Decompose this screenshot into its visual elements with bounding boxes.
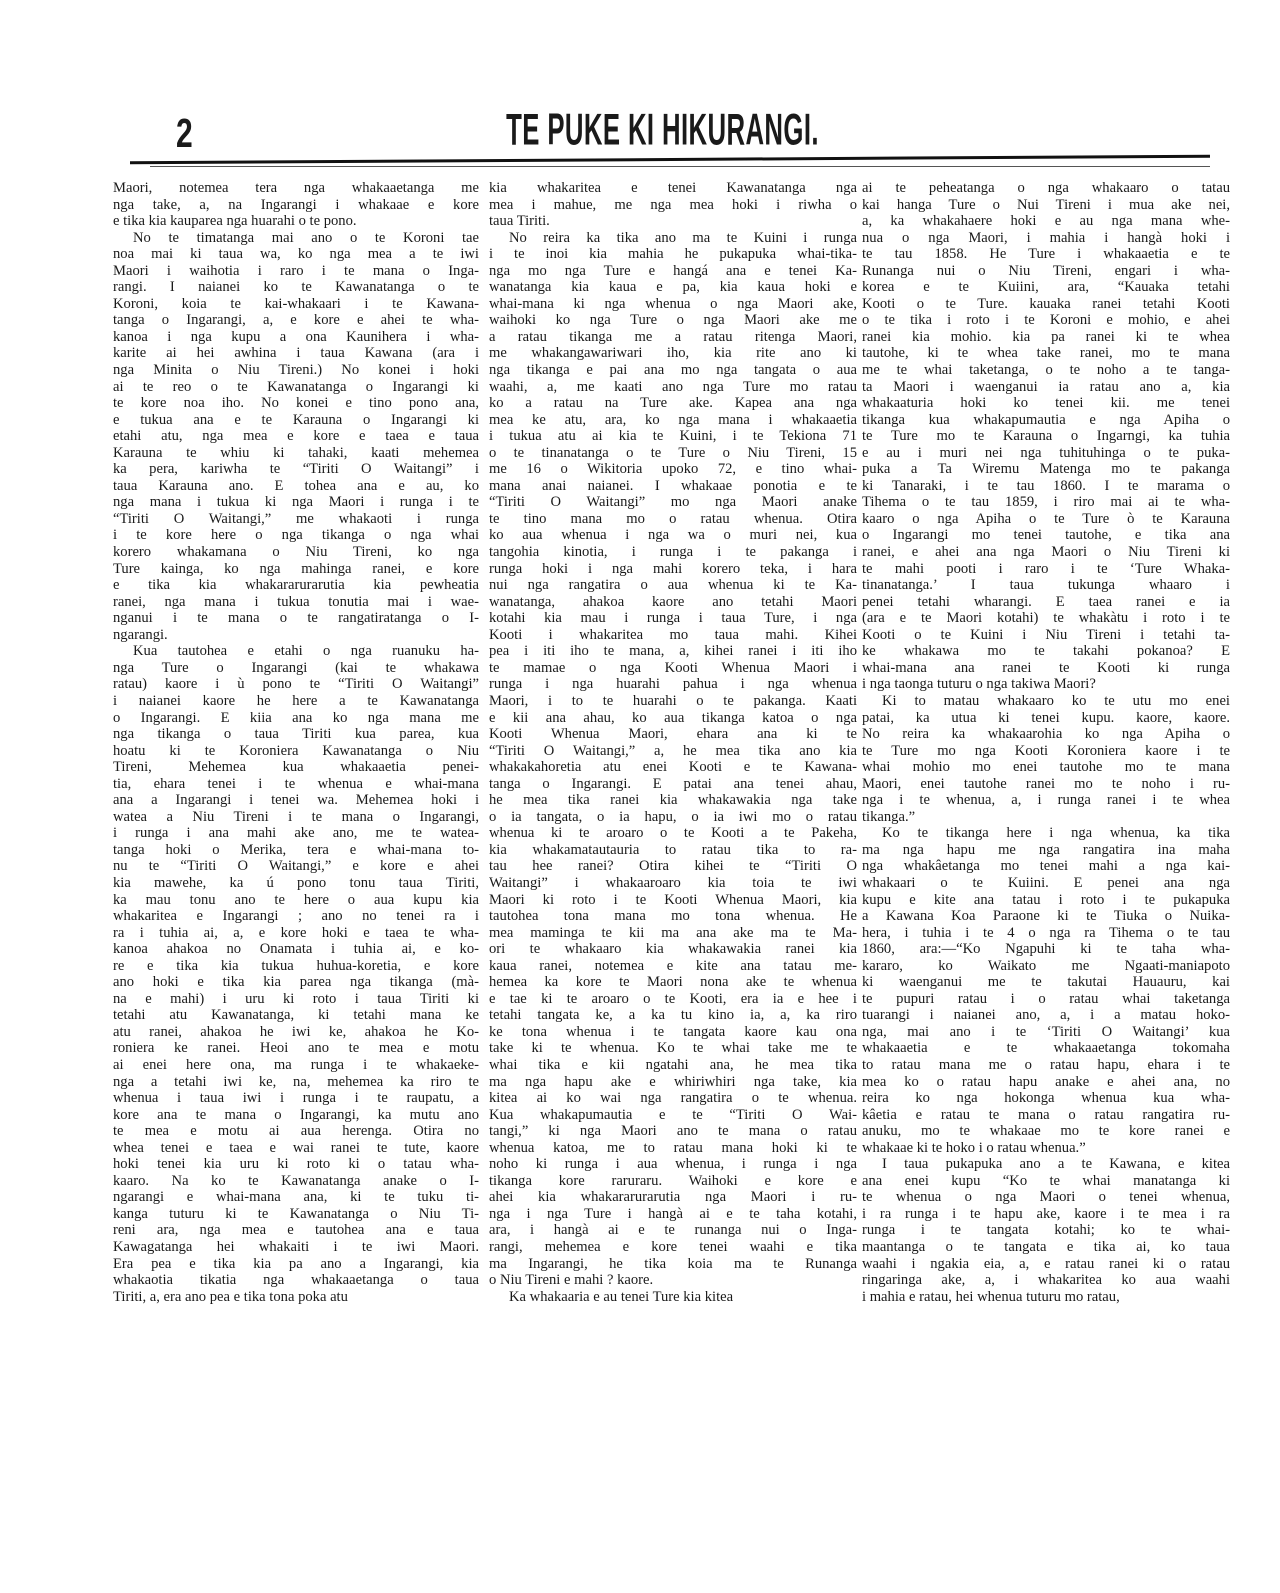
- text-line: Kawagatanga hei whakaiti i te iwi Maori.: [113, 1239, 479, 1255]
- text-line: e tukua ana e te Karauna o Ingarangi ki: [113, 411, 479, 428]
- text-line: hemea ka kore te Maori nona ake te whenua: [489, 974, 857, 991]
- text-line: kia whakamatautauria to ratau tika to ra-: [489, 841, 857, 858]
- text-line: ki waenganui me te takutai Hauauru, kai: [862, 974, 1230, 991]
- text-line: mea i mahue, me nga mea hoki i riwha o: [489, 196, 857, 213]
- text-line: roniera ke ranei. Heoi ano te mea e motu: [113, 1040, 479, 1057]
- text-line: mana anai naianei. I whakaae ponotia e te: [489, 477, 857, 494]
- text-line: ai te reo o te Kawanatanga o Ingarangi ki: [113, 378, 479, 395]
- text-line: i ra runga i te hapu ake, kaore i te mea i ra: [862, 1205, 1230, 1222]
- text-line: ma nga hapu ake e whiriwhiri nga take, kia: [489, 1073, 857, 1090]
- text-line: Runanga nui o Niu Tireni, engari i wha-: [862, 262, 1230, 279]
- text-line: nui nga rangatira o aua whenua ki te Ka-: [489, 577, 857, 594]
- paragraph: [113, 643, 479, 1305]
- text-line: i te kore here o nga tikanga o nga whai: [113, 527, 479, 544]
- text-line: nga whakâetanga mo tenei mahi a nga kai-: [862, 858, 1230, 875]
- text-line: whenua ki te aroaro o te Kooti a te Pakeha,: [489, 825, 857, 842]
- text-line: ngarangi.: [113, 626, 168, 643]
- text-line: ringaringa ake, a, i whakaritea ko aua waahi: [862, 1272, 1230, 1289]
- paragraph: [489, 180, 857, 230]
- text-line: Ko te tikanga here i nga whenua, ka tika: [882, 825, 1230, 842]
- text-line: i naianei kaore he here a te Kawanatanga: [113, 692, 479, 709]
- text-line: Waitangi” i whakaaroaro kia toia te iwi: [489, 874, 857, 891]
- text-line: No reira ka whakaarohia ko nga Apiha o: [862, 726, 1230, 743]
- article-column-3: [862, 180, 1230, 1305]
- text-line: whai tika e kii ngatahi ana, he mea tika: [489, 1056, 857, 1073]
- text-line: ano hoki e tika kia parea nga tikanga (mà-: [113, 974, 479, 991]
- paragraph: [862, 180, 1230, 693]
- text-line: tikanga kore raruraru. Waihoki e kore e: [489, 1172, 857, 1189]
- text-line: nga i te whenua, a, i runga ranei i te whea: [862, 792, 1230, 809]
- text-line: o te tinanatanga o te Ture o Niu Tireni, 15: [489, 444, 857, 461]
- text-line: kaaro o nga Apiha o te Ture ò te Karauna: [862, 510, 1230, 527]
- text-line: tikanga.”: [862, 808, 916, 825]
- text-line: tanga o Ingarangi, a, e kore e ahei te wha-: [113, 312, 479, 329]
- text-line: Tiriti, a, era ano pea e tika tona poka atu: [113, 1288, 348, 1305]
- text-line: nga tikanga o taua Tiriti kua parea, kua: [113, 726, 479, 743]
- text-line: nga mo nga Ture e hangá ana e tenei Ka-: [489, 262, 857, 279]
- text-line: Kooti i whakaritea mo taua mahi. Kihei: [489, 626, 857, 643]
- text-line: kâetia e ratau te mana o ratau rangatira ru-: [862, 1106, 1230, 1123]
- paragraph: [862, 1156, 1230, 1305]
- article-column-2: [489, 180, 857, 1305]
- text-line: whakaaetia e te whakaaetanga tokomaha: [862, 1040, 1230, 1057]
- text-line: whakaritea e Ingarangi ; ano no tenei ra i: [113, 908, 479, 925]
- text-line: o Ingarangi mo tenei tautohe, e tika ana: [862, 527, 1230, 544]
- text-line: te whenua o nga Maori o tenei whenua,: [862, 1189, 1230, 1206]
- text-line: kararo, ko Waikato me Ngaati-maniapoto: [862, 957, 1230, 974]
- text-line: ke whakawa mo te takahi pokanoa? E: [862, 643, 1230, 660]
- text-line: mea ke atu, ara, ko nga mana i whakaaetia: [489, 411, 857, 428]
- text-line: nga tikanga e pai ana mo nga tangata o aua: [489, 362, 857, 379]
- text-line: kotahi kia mau i runga i taua Ture, i nga: [489, 610, 857, 627]
- text-line: Maori i waihotia i raro i te mana o Inga-: [113, 262, 479, 279]
- masthead-rule: [130, 155, 1210, 165]
- text-line: waihoki ko nga Ture o nga Maori ake me: [489, 312, 857, 329]
- text-line: nga Ture o Ingarangi (kai te whakawa: [113, 659, 479, 676]
- text-line: i mahia e ratau, hei whenua tuturu mo ratau,: [862, 1288, 1120, 1305]
- text-line: karite ai hei awhina i taua Kawana (ara i: [113, 345, 479, 362]
- text-line: re e tika kia tukua huhua-koretia, e kore: [113, 957, 479, 974]
- text-line: e tika kia kauparea nga huarahi o te pono.: [113, 213, 357, 230]
- text-line: kore ana te mana o Ingarangi, ka mutu ano: [113, 1106, 479, 1123]
- text-line: nga mana i tukua ki nga Maori i runga i te: [113, 494, 479, 511]
- text-line: te mahi pooti i raro i te ‘Ture Whaka-: [862, 560, 1230, 577]
- text-line: tinanatanga.’ I taua tukunga whaaro i: [862, 577, 1230, 594]
- text-line: ka pera, kariwha te “Tiriti O Waitangi” i: [113, 461, 479, 478]
- text-line: kanga tuturu ki te Kawanatanga o Niu Ti-: [113, 1205, 479, 1222]
- text-line: tuarangi i naianei ano, a, i a matau hoko-: [862, 1007, 1230, 1024]
- text-line: o ia tangata, o ia hapu, o ia iwi mo o ratau: [489, 808, 857, 825]
- text-line: ko a ratau na Ture ake. Kapea ana nga: [489, 395, 857, 412]
- text-line: ko aua whenua i nga wa o muri nei, kua: [489, 527, 857, 544]
- paragraph: [113, 180, 479, 230]
- text-line: anuku, mo te whakaae mo te kore ranei e: [862, 1123, 1230, 1140]
- text-line: reira ko nga hokonga whenua kua wha-: [862, 1090, 1230, 1107]
- text-line: Kooti o te Kuini i Niu Tireni i tetahi ta-: [862, 626, 1230, 643]
- text-line: te mamae o nga Kooti Whenua Maori i: [489, 659, 857, 676]
- text-line: a, ka whakahaere hoki e au nga mana whe-: [862, 213, 1230, 230]
- text-line: tetahi tangata ke, a ka tu kino ia, a, ka riro: [489, 1007, 857, 1024]
- text-line: ta Maori i waenganui ia ratau ano a, kia: [862, 378, 1230, 395]
- masthead-rule-thin: [150, 166, 1210, 167]
- paragraph: [862, 693, 1230, 825]
- text-line: atu ranei, ahakoa he iwi ke, ahakoa he Ko-: [113, 1023, 479, 1040]
- text-line: te mea e motu ai aua herenga. Otira no: [113, 1123, 479, 1140]
- text-line: runga i te tangata kotahi; ko te whai-: [862, 1222, 1230, 1239]
- text-line: Maori, notemea tera nga whakaaetanga me: [113, 180, 479, 196]
- text-line: “Tiriti O Waitangi” mo nga Maori anake: [489, 494, 857, 511]
- text-line: ana enei kupu “Ko te whai manatanga ki: [862, 1172, 1230, 1189]
- text-line: Ki to matau whakaaro ko te utu mo enei: [882, 692, 1230, 709]
- text-line: noho ki runga i aua whenua, i runga i nga: [489, 1156, 857, 1173]
- text-line: wanatanga kia kaua e pa, kia kaua hoki e: [489, 279, 857, 296]
- text-line: o Niu Tireni e mahi ? kaore.: [489, 1272, 654, 1289]
- text-line: mea ko o ratau hapu anake e ahei ana, no: [862, 1073, 1230, 1090]
- text-line: whakaaturia hoki ko tenei kii. me tenei: [862, 395, 1230, 412]
- text-line: ai enei here ona, ma runga i te whakaeke-: [113, 1056, 479, 1073]
- text-line: te pupuri ratau i o ratau whai taketanga: [862, 990, 1230, 1007]
- text-line: tangohia kinotia, i runga i te pakanga i: [489, 544, 857, 561]
- text-line: wanatanga, ahakoa kaore ano tetahi Maori: [489, 593, 857, 610]
- text-line: kupu e kite ana tatau i roto i te pukapuka: [862, 891, 1230, 908]
- text-line: ara, i hangà ai e te runanga nui o Inga-: [489, 1222, 857, 1239]
- paragraph: [489, 230, 857, 1289]
- text-line: “Tiriti O Waitangi,” a, he mea tika ano kia: [489, 742, 857, 759]
- text-line: “Tiriti O Waitangi,” me whakaoti i runga: [113, 510, 479, 527]
- paragraph: [862, 825, 1230, 1156]
- article-column-1: [113, 180, 479, 1305]
- text-line: patai, ka utua ki tenei kupu. kaore, kaore.: [862, 709, 1230, 726]
- text-line: kaua ranei, notemea e kite ana tatau me-: [489, 957, 857, 974]
- text-line: whakaae ki te hoko i o ratau whenua.”: [862, 1139, 1086, 1156]
- text-line: puka a Ta Wiremu Matenga mo te pakanga: [862, 461, 1230, 478]
- text-line: nua o nga Maori, i mahia i hangà hoki i: [862, 229, 1230, 246]
- text-line: nga Minita o Niu Tireni.) No konei i hoki: [113, 362, 479, 379]
- text-line: me 16 o Wikitoria upoko 72, e tino whai-: [489, 461, 857, 478]
- text-line: whakaotia tikatia nga whakaaetanga o taua: [113, 1272, 479, 1289]
- text-line: tau hee ranei? Otira kihei te “Tiriti O: [489, 858, 857, 875]
- text-line: runga i nga huarahi pahua i nga whenua: [489, 676, 857, 693]
- text-line: Era pea e tika kia pa ano a Ingarangi, kia: [113, 1255, 479, 1272]
- text-line: ranei, e ahei ana nga Maori o Niu Tireni ki: [862, 544, 1230, 561]
- text-line: tanga o Ingarangi. E patai ana tenei ahau,: [489, 775, 857, 792]
- text-line: ra i tuhia ai, a, e kore hoki e taea te wha-: [113, 924, 479, 941]
- text-line: 1860, ara:—“Ko Ngapuhi ki te taha wha-: [862, 941, 1230, 958]
- text-line: Maori, i to te huarahi o te pakanga. Kaati: [489, 692, 857, 709]
- text-line: kanoa i nga kupu a ona Kaunihera i wha-: [113, 328, 479, 345]
- text-line: me whakangawariwari iho, kia rite ano ki: [489, 345, 857, 362]
- text-line: noa mai ki taua wa, ko nga mea a te iwi: [113, 246, 479, 263]
- text-line: korero whakamana o Niu Tireni, ko nga: [113, 544, 479, 561]
- text-line: ranei, nga mana i tukua tonutia mai i wae-: [113, 593, 479, 610]
- text-line: whai-mana ki nga whenua o nga Maori ake,: [489, 295, 857, 312]
- text-line: ana a Ingarangi i tenei wa. Mehemea hoki i: [113, 792, 479, 809]
- text-line: waahi i ngakia eia, a, e ratau ranei ki o ratau: [862, 1255, 1230, 1272]
- text-line: I taua pukapuka ano a te Kawana, e kitea: [882, 1156, 1230, 1173]
- text-line: i tukua atu ai kia te Kuini, i te Tekiona 71: [489, 428, 857, 445]
- text-line: rangi. I naianei ko te Kawanatanga o te: [113, 279, 479, 296]
- masthead: [0, 104, 1280, 154]
- text-line: korea e te Kuiini, ara, “Kauaka tetahi: [862, 279, 1230, 296]
- text-line: i te inoi kia mahia he pukapuka whai-tika-: [489, 246, 857, 263]
- text-line: Kooti o te Ture. kauaka ranei tetahi Kooti: [862, 295, 1230, 312]
- text-line: Ture kainga, ko nga mahinga ranei, e kore: [113, 560, 479, 577]
- text-line: nganui i te mana o te rangatiratanga o I-: [113, 610, 479, 627]
- text-line: nga, mai ano i te ‘Tiriti O Waitangi’ kua: [862, 1023, 1230, 1040]
- text-line: e tae ki te aroaro o te Kooti, era ia e hee i: [489, 990, 857, 1007]
- text-line: ka mau tonu ano te here o aua kupu kia: [113, 891, 479, 908]
- text-line: nga i nga Ture i hangà ai e te taha kotahi,: [489, 1205, 857, 1222]
- text-line: kai hanga Ture o Nui Tireni i mua ake nei,: [862, 196, 1230, 213]
- text-line: hoatu ki te Koroniera Kawanatanga o Niu: [113, 742, 479, 759]
- text-line: Maori, enei tautohe ranei mo te noho i ru-: [862, 775, 1230, 792]
- text-line: kanoa ahakoa no Onamata i tuhia ai, e ko-: [113, 941, 479, 958]
- paragraph: [113, 230, 479, 644]
- text-line: te kore noa iho. No konei e tino pono ana,: [113, 395, 479, 412]
- text-line: to ratau mana me o ratau hapu, ehara i te: [862, 1056, 1230, 1073]
- text-line: ori te whakaaro kia whakawakia ranei kia: [489, 941, 857, 958]
- text-line: Kooti Whenua Maori, ehara ana ki te: [489, 726, 857, 743]
- text-line: whai-mana ana ranei te Kooti ki runga: [862, 659, 1230, 676]
- text-line: take ki te whenua. Ko te whai take me te: [489, 1040, 857, 1057]
- text-line: a Kawana Koa Paraone ki te Tiuka o Nuika-: [862, 908, 1230, 925]
- text-line: Ka whakaaria e au tenei Ture kia kitea: [509, 1288, 734, 1305]
- text-line: ratau) kaore i ù pono te “Tiriti O Waitangi”: [113, 676, 479, 693]
- text-line: penei tetahi wharangi. E taea ranei e ia: [862, 593, 1230, 610]
- text-line: ahei kia whakararurarutia nga Maori i ru-: [489, 1189, 857, 1206]
- text-line: he mea tika ranei kia whakawakia nga take: [489, 792, 857, 809]
- text-line: te Ture mo nga Kooti Koroniera kaore i te: [862, 742, 1230, 759]
- text-line: tetahi atu Kawanatanga, ki tetahi mana ke: [113, 1007, 479, 1024]
- text-line: mea maminga te kii ma ana ake ma te Ma-: [489, 924, 857, 941]
- text-line: ranei kia mohio. kia pa ranei ki te whea: [862, 328, 1230, 345]
- paragraph: [489, 1289, 857, 1306]
- text-line: tangi,” ki nga Maori ano te mana o ratau: [489, 1123, 857, 1140]
- text-line: kia mawehe, ka ú pono tonu taua Tiriti,: [113, 874, 479, 891]
- text-line: etahi atu, nga mea e kore e taea e taua: [113, 428, 479, 445]
- text-line: kaaro. Na ko te Kawanatanga anake o I-: [113, 1172, 479, 1189]
- text-line: e tika kia whakararurarutia kia pewheatia: [113, 577, 479, 594]
- text-line: nga a tetahi iwi ke, na, mehemea ka riro te: [113, 1073, 479, 1090]
- text-line: nga take, a, na Ingarangi i whakaae e kore: [113, 196, 479, 213]
- text-line: No te timatanga mai ano o te Koroni tae: [133, 229, 479, 246]
- text-line: a ratau tikanga me a ratau ritenga Maori,: [489, 328, 857, 345]
- page-number: 2: [176, 112, 193, 157]
- text-line: te tino mana mo o ratau whenua. Otira: [489, 510, 857, 527]
- text-line: tanga hoki o Merika, tera e whai-mana to-: [113, 841, 479, 858]
- text-line: reni ara, nga mea e tautohea ana e taua: [113, 1222, 479, 1239]
- text-line: o Ingarangi. E kiia ana ko nga mana me: [113, 709, 479, 726]
- text-line: Kua whakapumautia e te “Tiriti O Wai-: [489, 1106, 857, 1123]
- newspaper-title: TE PUKE KI HIKURANGI.: [506, 104, 819, 154]
- text-line: nu te “Tiriti O Waitangi,” e kore e ahei: [113, 858, 479, 875]
- text-line: watea a Niu Tireni i te mana o Ingarangi,: [113, 808, 479, 825]
- text-line: ki Tanaraki, i te tau 1860. I te marama o: [862, 477, 1230, 494]
- text-line: waahi, a, me kaati ano nga Ture mo ratau: [489, 378, 857, 395]
- text-line: whea tenei e taea e wai ranei te tute, kaore: [113, 1139, 479, 1156]
- text-line: ai te peheatanga o nga whakaaro o tatau: [862, 180, 1230, 196]
- text-line: te Ture mo te Karauna o Ingarngi, ka tuhia: [862, 428, 1230, 445]
- text-line: hoki tenei kia uru ki roto ki o tatau wha-: [113, 1156, 479, 1173]
- text-line: ngarangi e whai-mana ana, ki te tuku ti-: [113, 1189, 479, 1206]
- text-line: kitea ai ko wai nga rangatira o te whenua.: [489, 1090, 857, 1107]
- text-line: ke tona whenua i te tangata kaore kau ona: [489, 1023, 857, 1040]
- text-line: (ara e te Maori kotahi) te whakàtu i roto i te: [862, 610, 1230, 627]
- text-line: Kua tautohea e etahi o nga ruanuku ha-: [133, 643, 479, 660]
- text-line: e au i muri nei nga tuhituhinga o te puka-: [862, 444, 1230, 461]
- text-line: runga hoki i nga mahi korero teka, i hara: [489, 560, 857, 577]
- text-line: Karauna te whiu ki tahaki, kaati mehemea: [113, 444, 479, 461]
- text-line: taua Karauna ano. E tohea ana e au, ko: [113, 477, 479, 494]
- text-line: whenua katoa, me to ratau mana hoki ki te: [489, 1139, 857, 1156]
- text-line: maantanga o te tangata e tika ai, ko taua: [862, 1239, 1230, 1255]
- text-line: tikanga kua whakapumautia e nga Apiha o: [862, 411, 1230, 428]
- text-line: e kii ana ahau, ko aua tikanga katoa o nga: [489, 709, 857, 726]
- text-line: tautohe, ki te whea take ranei, mo te mana: [862, 345, 1230, 362]
- text-line: ma Ingarangi, he tika koia ma te Runanga: [489, 1255, 857, 1272]
- text-line: me te whai taketanga, o te noho a te tanga-: [862, 362, 1230, 379]
- text-line: kia whakaritea e tenei Kawanatanga nga: [489, 180, 857, 196]
- text-line: i nga taonga tuturu o nga takiwa Maori?: [862, 676, 1096, 693]
- text-line: hera, i tuhia i te 4 o nga ra Tihema o te tau: [862, 924, 1230, 941]
- text-line: whakaari o te Kuiini. E penei ana nga: [862, 874, 1230, 891]
- text-line: taua Tiriti.: [489, 213, 550, 230]
- text-line: o te tika i roto i te Koroni e mohio, e ahei: [862, 312, 1230, 329]
- text-line: pea i iti iho te mana, a, kihei ranei i iti iho: [489, 643, 857, 660]
- text-line: Tihema o te tau 1859, i riro mai ai te wha-: [862, 494, 1230, 511]
- text-line: te tau 1858. He Ture i whakaaetia e te: [862, 246, 1230, 263]
- text-line: na e mahi) i uru ki roto i taua Tiriti ki: [113, 990, 479, 1007]
- text-line: whai mohio mo enei tautohe mo te mana: [862, 759, 1230, 776]
- text-line: whenua i taua iwi i runga i te raupatu, a: [113, 1090, 479, 1107]
- text-line: i runga i ana mahi ake ano, me te watea-: [113, 825, 479, 842]
- text-line: whakakahoretia atu enei Kooti e te Kawana-: [489, 759, 857, 776]
- text-line: No reira ka tika ano ma te Kuini i runga: [509, 229, 857, 246]
- text-line: rangi, mehemea e kore tenei waahi e tika: [489, 1239, 857, 1255]
- text-line: tia, ehara tenei i te whenua e whai-mana: [113, 775, 479, 792]
- text-line: Koroni, koia te kai-whakaari i te Kawana-: [113, 295, 479, 312]
- text-line: Tireni, Mehemea kua whakaaetia penei-: [113, 759, 479, 776]
- text-line: tautohea tona mana mo tona whenua. He: [489, 908, 857, 925]
- text-line: Maori ki roto i te Kooti Whenua Maori, kia: [489, 891, 857, 908]
- text-line: ma nga hapu me nga rangatira ina maha: [862, 841, 1230, 858]
